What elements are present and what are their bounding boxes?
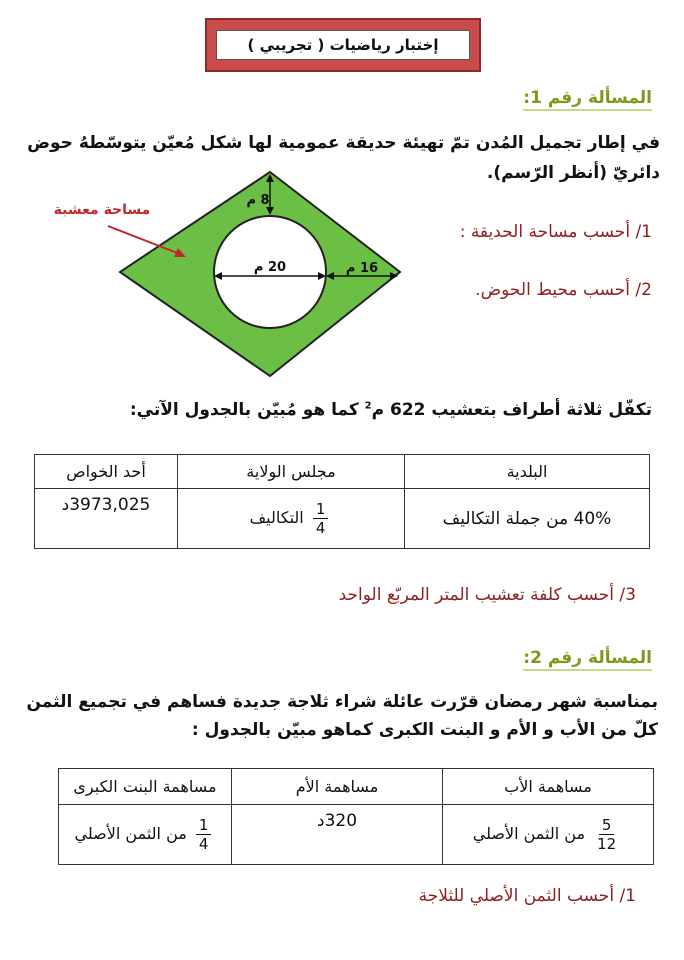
title-banner bbox=[205, 18, 481, 72]
paragraph-before: تكفّل ثلاثة أطراف بتعشيب 622 م bbox=[371, 400, 652, 420]
problem1-question3: 3/ أحسب كلفة تعشيب المتر المربّع الواحد bbox=[338, 585, 636, 605]
problem2-heading-wrap bbox=[523, 648, 652, 668]
problem1-table-header-row bbox=[35, 455, 650, 489]
table2-father-fraction bbox=[594, 816, 619, 853]
table1-header-baladiya: البلدية bbox=[405, 455, 650, 489]
table1-cell-majlis bbox=[178, 489, 405, 549]
dim-diameter-label: 20 م bbox=[253, 260, 287, 275]
problem2-intro: بمناسبة شهر رمضان قرّرت عائلة شراء ثلاجة جديدة فساهم في تجميع الثمن كلّ من الأب و الأم و البنت الكبرى كماهو مبيّن بالجدول : bbox=[26, 692, 658, 740]
problem1-question2: 2/ أحسب محيط الحوض. bbox=[475, 280, 652, 300]
fraction-denominator: 4 bbox=[198, 835, 209, 853]
problem2-table bbox=[58, 768, 654, 865]
page-title: إختبار رياضيات ( تجريبي ) bbox=[216, 30, 470, 60]
table2-cell-daughter bbox=[59, 805, 232, 865]
paragraph-sup: 2 bbox=[364, 400, 372, 412]
problem1-heading-wrap bbox=[523, 88, 652, 108]
table2-header-father: مساهمة الأب bbox=[443, 769, 654, 805]
table2-cell-mother: 320د bbox=[232, 805, 443, 865]
fraction-denominator: 12 bbox=[597, 835, 617, 853]
table1-cell-baladiya: 40% من جملة التكاليف bbox=[405, 489, 650, 549]
problem2-table-row bbox=[59, 805, 654, 865]
table2-father-text: من الثمن الأصلي bbox=[472, 824, 586, 843]
table2-cell-father bbox=[443, 805, 654, 865]
table1-header-majlis: مجلس الولاية bbox=[178, 455, 405, 489]
table1-majlis-fraction bbox=[313, 500, 329, 537]
table2-header-mother: مساهمة الأم bbox=[232, 769, 443, 805]
fraction-numerator: 1 bbox=[196, 816, 212, 835]
table2-header-daughter: مساهمة البنت الكبرى bbox=[59, 769, 232, 805]
problem1-table-row bbox=[35, 489, 650, 549]
fraction-denominator: 4 bbox=[315, 519, 326, 537]
rhombus-diagram bbox=[20, 168, 420, 386]
fraction-numerator: 5 bbox=[599, 816, 615, 835]
grass-label: مساحة معشبة bbox=[53, 202, 151, 218]
table2-daughter-fraction bbox=[196, 816, 212, 853]
table1-header-khawas: أحد الخواص bbox=[35, 455, 178, 489]
problem2-table-header-row bbox=[59, 769, 654, 805]
problem1-paragraph bbox=[130, 400, 652, 420]
table2-daughter-text: من الثمن الأصلي bbox=[74, 824, 187, 843]
problem1-intro: في إطار تجميل المُدن تمّ تهيئة حديقة عمومية لها شكل مُعيّن يتوسّطهُ حوض دائريّ (أنظر الرّسم). bbox=[27, 133, 660, 183]
problem2-question1: 1/ أحسب الثمن الأصلي للثلاجة bbox=[418, 886, 636, 906]
fraction-numerator: 1 bbox=[313, 500, 329, 519]
dim-right-label: 16 م bbox=[345, 261, 379, 276]
problem1-heading: المسألة رقم 1: bbox=[523, 88, 652, 111]
paragraph-after: كما هو مُبيّن بالجدول الآتي: bbox=[129, 400, 365, 420]
table1-majlis-text: التكاليف bbox=[249, 508, 304, 527]
dim-top-label: 8 م bbox=[246, 193, 270, 208]
problem1-table bbox=[34, 454, 650, 549]
problem1-question1: 1/ أحسب مساحة الحديقة : bbox=[459, 222, 652, 242]
table1-cell-khawas: 3973,025د bbox=[35, 489, 178, 549]
problem2-heading: المسألة رقم 2: bbox=[523, 648, 652, 671]
